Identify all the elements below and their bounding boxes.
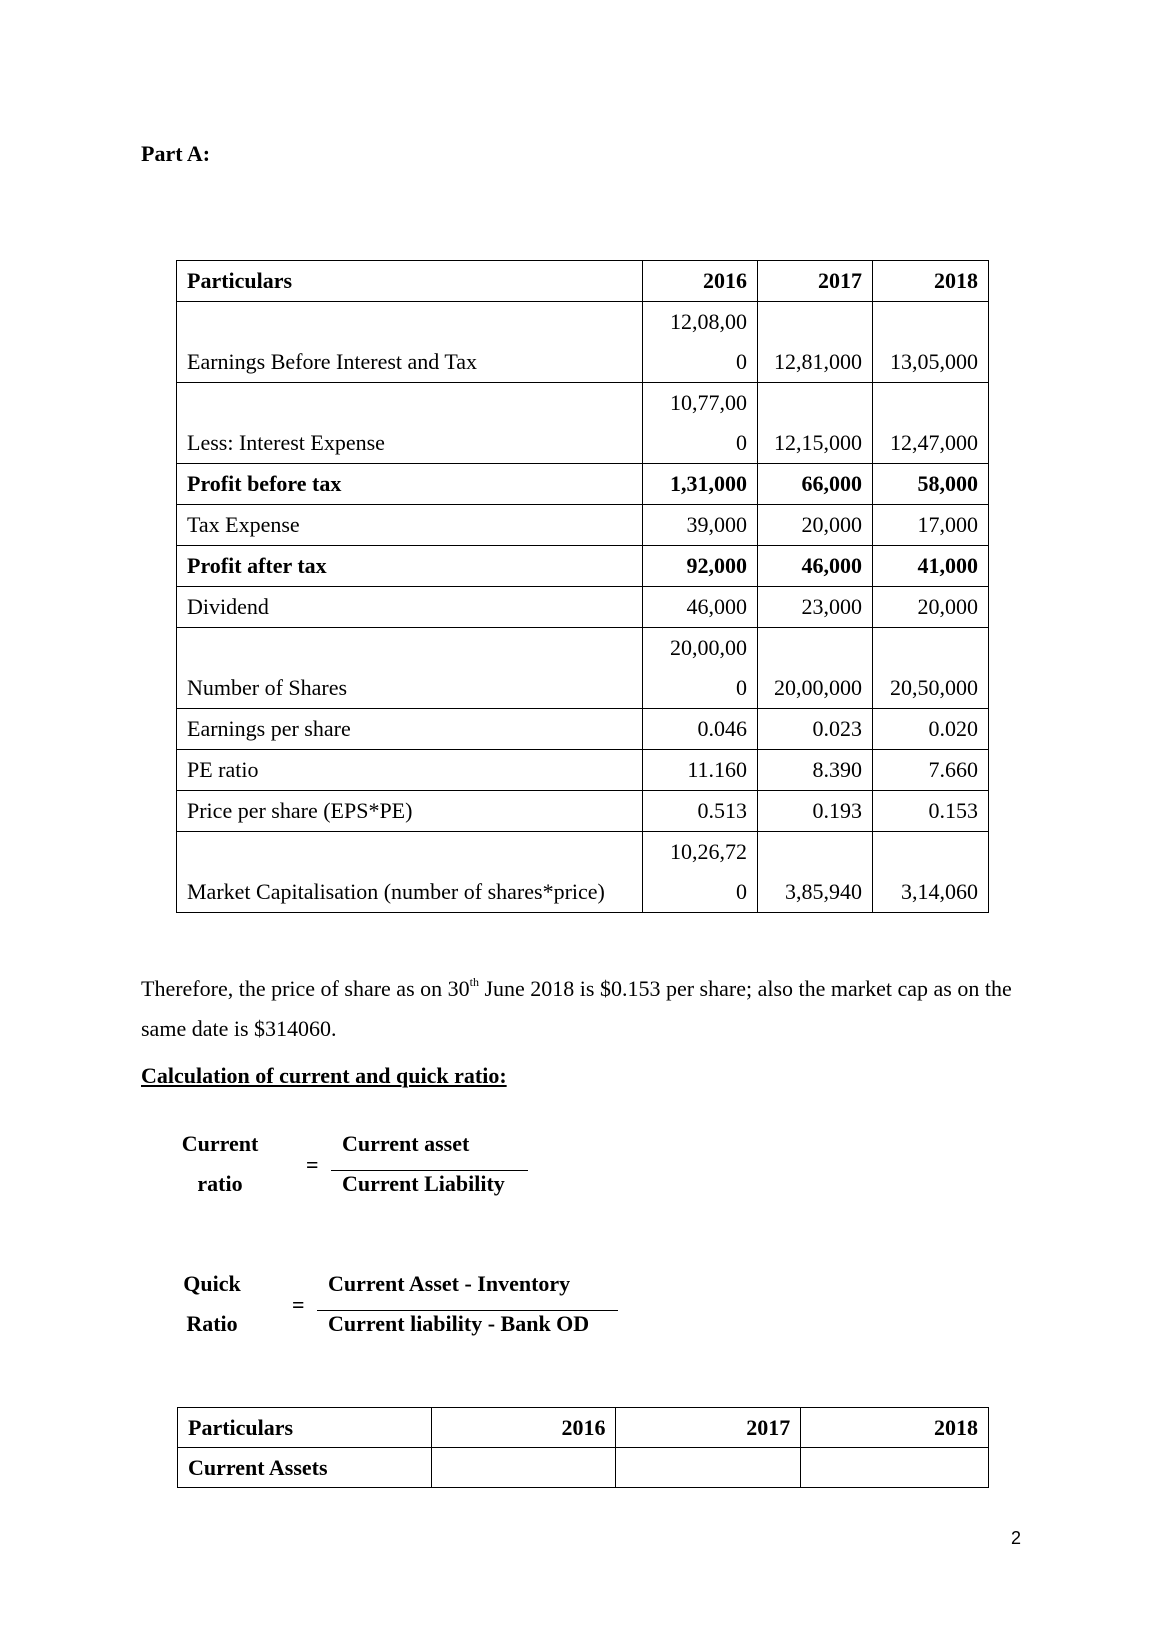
cell-2016 <box>643 832 758 913</box>
cell-2016 <box>643 302 758 383</box>
header-particulars: Particulars <box>177 261 643 302</box>
cell-2017: 66,000 <box>758 464 873 505</box>
cell-2018: 17,000 <box>872 505 988 546</box>
cell-2017: 8.390 <box>758 750 873 791</box>
current-ratio-denominator: Current Liability <box>342 1171 505 1196</box>
ratio-cell-2016 <box>431 1448 616 1488</box>
row-label: Profit after tax <box>177 546 643 587</box>
ratio-header-2017: 2017 <box>616 1408 801 1448</box>
cell-2018: 0.153 <box>872 791 988 832</box>
table-row <box>177 464 989 505</box>
table-row <box>177 302 989 383</box>
table-row <box>177 791 989 832</box>
ratio-table-row <box>178 1448 989 1488</box>
ratio-cell-2018 <box>801 1448 989 1488</box>
ratio-row-label: Current Assets <box>178 1448 432 1488</box>
conclusion-text-2: June 2018 is $0.153 per share; also the market cap as on the same date is $314060. <box>141 976 1012 1041</box>
current-ratio-label <box>170 1124 270 1204</box>
cell-2017: 23,000 <box>758 587 873 628</box>
quick-ratio-label <box>171 1264 253 1344</box>
cell-2017: 12,15,000 <box>758 383 873 464</box>
table-row <box>177 832 989 913</box>
cell-2018: 7.660 <box>872 750 988 791</box>
table-row <box>177 628 989 709</box>
quick-ratio-numerator: Current Asset - Inventory <box>328 1271 571 1296</box>
row-label: Market Capitalisation (number of shares*price) <box>177 832 643 913</box>
table-row <box>177 546 989 587</box>
cell-2016-part-a: 20,00,00 <box>670 635 748 660</box>
quick-ratio-label-line1: Quick <box>183 1271 241 1296</box>
cell-2018: 0.020 <box>872 709 988 750</box>
quick-ratio-label-line2: Ratio <box>186 1311 238 1336</box>
row-label: Dividend <box>177 587 643 628</box>
cell-2016-part-b: 0 <box>736 349 748 374</box>
cell-2016-part-a: 10,77,00 <box>670 390 748 415</box>
table-row <box>177 383 989 464</box>
table-row <box>177 709 989 750</box>
ratio-header-particulars: Particulars <box>178 1408 432 1448</box>
ratio-table-header-row <box>178 1408 989 1448</box>
ratio-table <box>177 1407 989 1488</box>
cell-2018: 12,47,000 <box>872 383 988 464</box>
row-label: Tax Expense <box>177 505 643 546</box>
cell-2016-part-a: 10,26,72 <box>670 839 748 864</box>
header-2017: 2017 <box>758 261 873 302</box>
table-row <box>177 587 989 628</box>
cell-2017: 12,81,000 <box>758 302 873 383</box>
ratio-header-2016: 2016 <box>431 1408 616 1448</box>
cell-2016: 46,000 <box>643 587 758 628</box>
cell-2016-part-b: 0 <box>736 879 748 904</box>
cell-2016-part-b: 0 <box>736 675 748 700</box>
cell-2018: 41,000 <box>872 546 988 587</box>
row-label: Less: Interest Expense <box>177 383 643 464</box>
cell-2017: 3,85,940 <box>758 832 873 913</box>
cell-2016: 0.513 <box>643 791 758 832</box>
row-label: Earnings Before Interest and Tax <box>177 302 643 383</box>
ratio-header-2018: 2018 <box>801 1408 989 1448</box>
row-label: Earnings per share <box>177 709 643 750</box>
cell-2016: 92,000 <box>643 546 758 587</box>
cell-2017: 0.023 <box>758 709 873 750</box>
financial-table <box>176 260 989 913</box>
table-row <box>177 750 989 791</box>
part-title: Part A: <box>141 141 211 166</box>
cell-2016: 11.160 <box>643 750 758 791</box>
page-number: 2 <box>1011 1528 1022 1548</box>
cell-2016-part-b: 0 <box>736 430 748 455</box>
quick-ratio-equals: = <box>292 1292 305 1317</box>
cell-2016 <box>643 383 758 464</box>
current-ratio-label-line2: ratio <box>197 1171 243 1196</box>
table-row <box>177 505 989 546</box>
row-label: PE ratio <box>177 750 643 791</box>
current-ratio-numerator: Current asset <box>342 1131 470 1156</box>
conclusion-text-1: Therefore, the price of share as on 30 <box>141 976 470 1001</box>
cell-2018: 3,14,060 <box>872 832 988 913</box>
cell-2017: 46,000 <box>758 546 873 587</box>
table-header-row <box>177 261 989 302</box>
header-2018: 2018 <box>872 261 988 302</box>
cell-2017: 20,00,000 <box>758 628 873 709</box>
cell-2016 <box>643 628 758 709</box>
conclusion-paragraph <box>141 962 1021 1049</box>
cell-2018: 20,000 <box>872 587 988 628</box>
current-ratio-equals: = <box>306 1152 319 1177</box>
cell-2018: 20,50,000 <box>872 628 988 709</box>
row-label: Price per share (EPS*PE) <box>177 791 643 832</box>
cell-2017: 0.193 <box>758 791 873 832</box>
row-label: Number of Shares <box>177 628 643 709</box>
cell-2016-part-a: 12,08,00 <box>670 309 748 334</box>
row-label: Profit before tax <box>177 464 643 505</box>
cell-2016: 0.046 <box>643 709 758 750</box>
cell-2016: 1,31,000 <box>643 464 758 505</box>
ratio-cell-2017 <box>616 1448 801 1488</box>
quick-ratio-denominator: Current liability - Bank OD <box>328 1311 590 1336</box>
cell-2018: 58,000 <box>872 464 988 505</box>
conclusion-superscript: th <box>469 975 479 989</box>
calculation-heading: Calculation of current and quick ratio: <box>141 1063 507 1088</box>
current-ratio-label-line1: Current <box>181 1131 259 1156</box>
header-2016: 2016 <box>643 261 758 302</box>
cell-2016: 39,000 <box>643 505 758 546</box>
cell-2017: 20,000 <box>758 505 873 546</box>
cell-2018: 13,05,000 <box>872 302 988 383</box>
